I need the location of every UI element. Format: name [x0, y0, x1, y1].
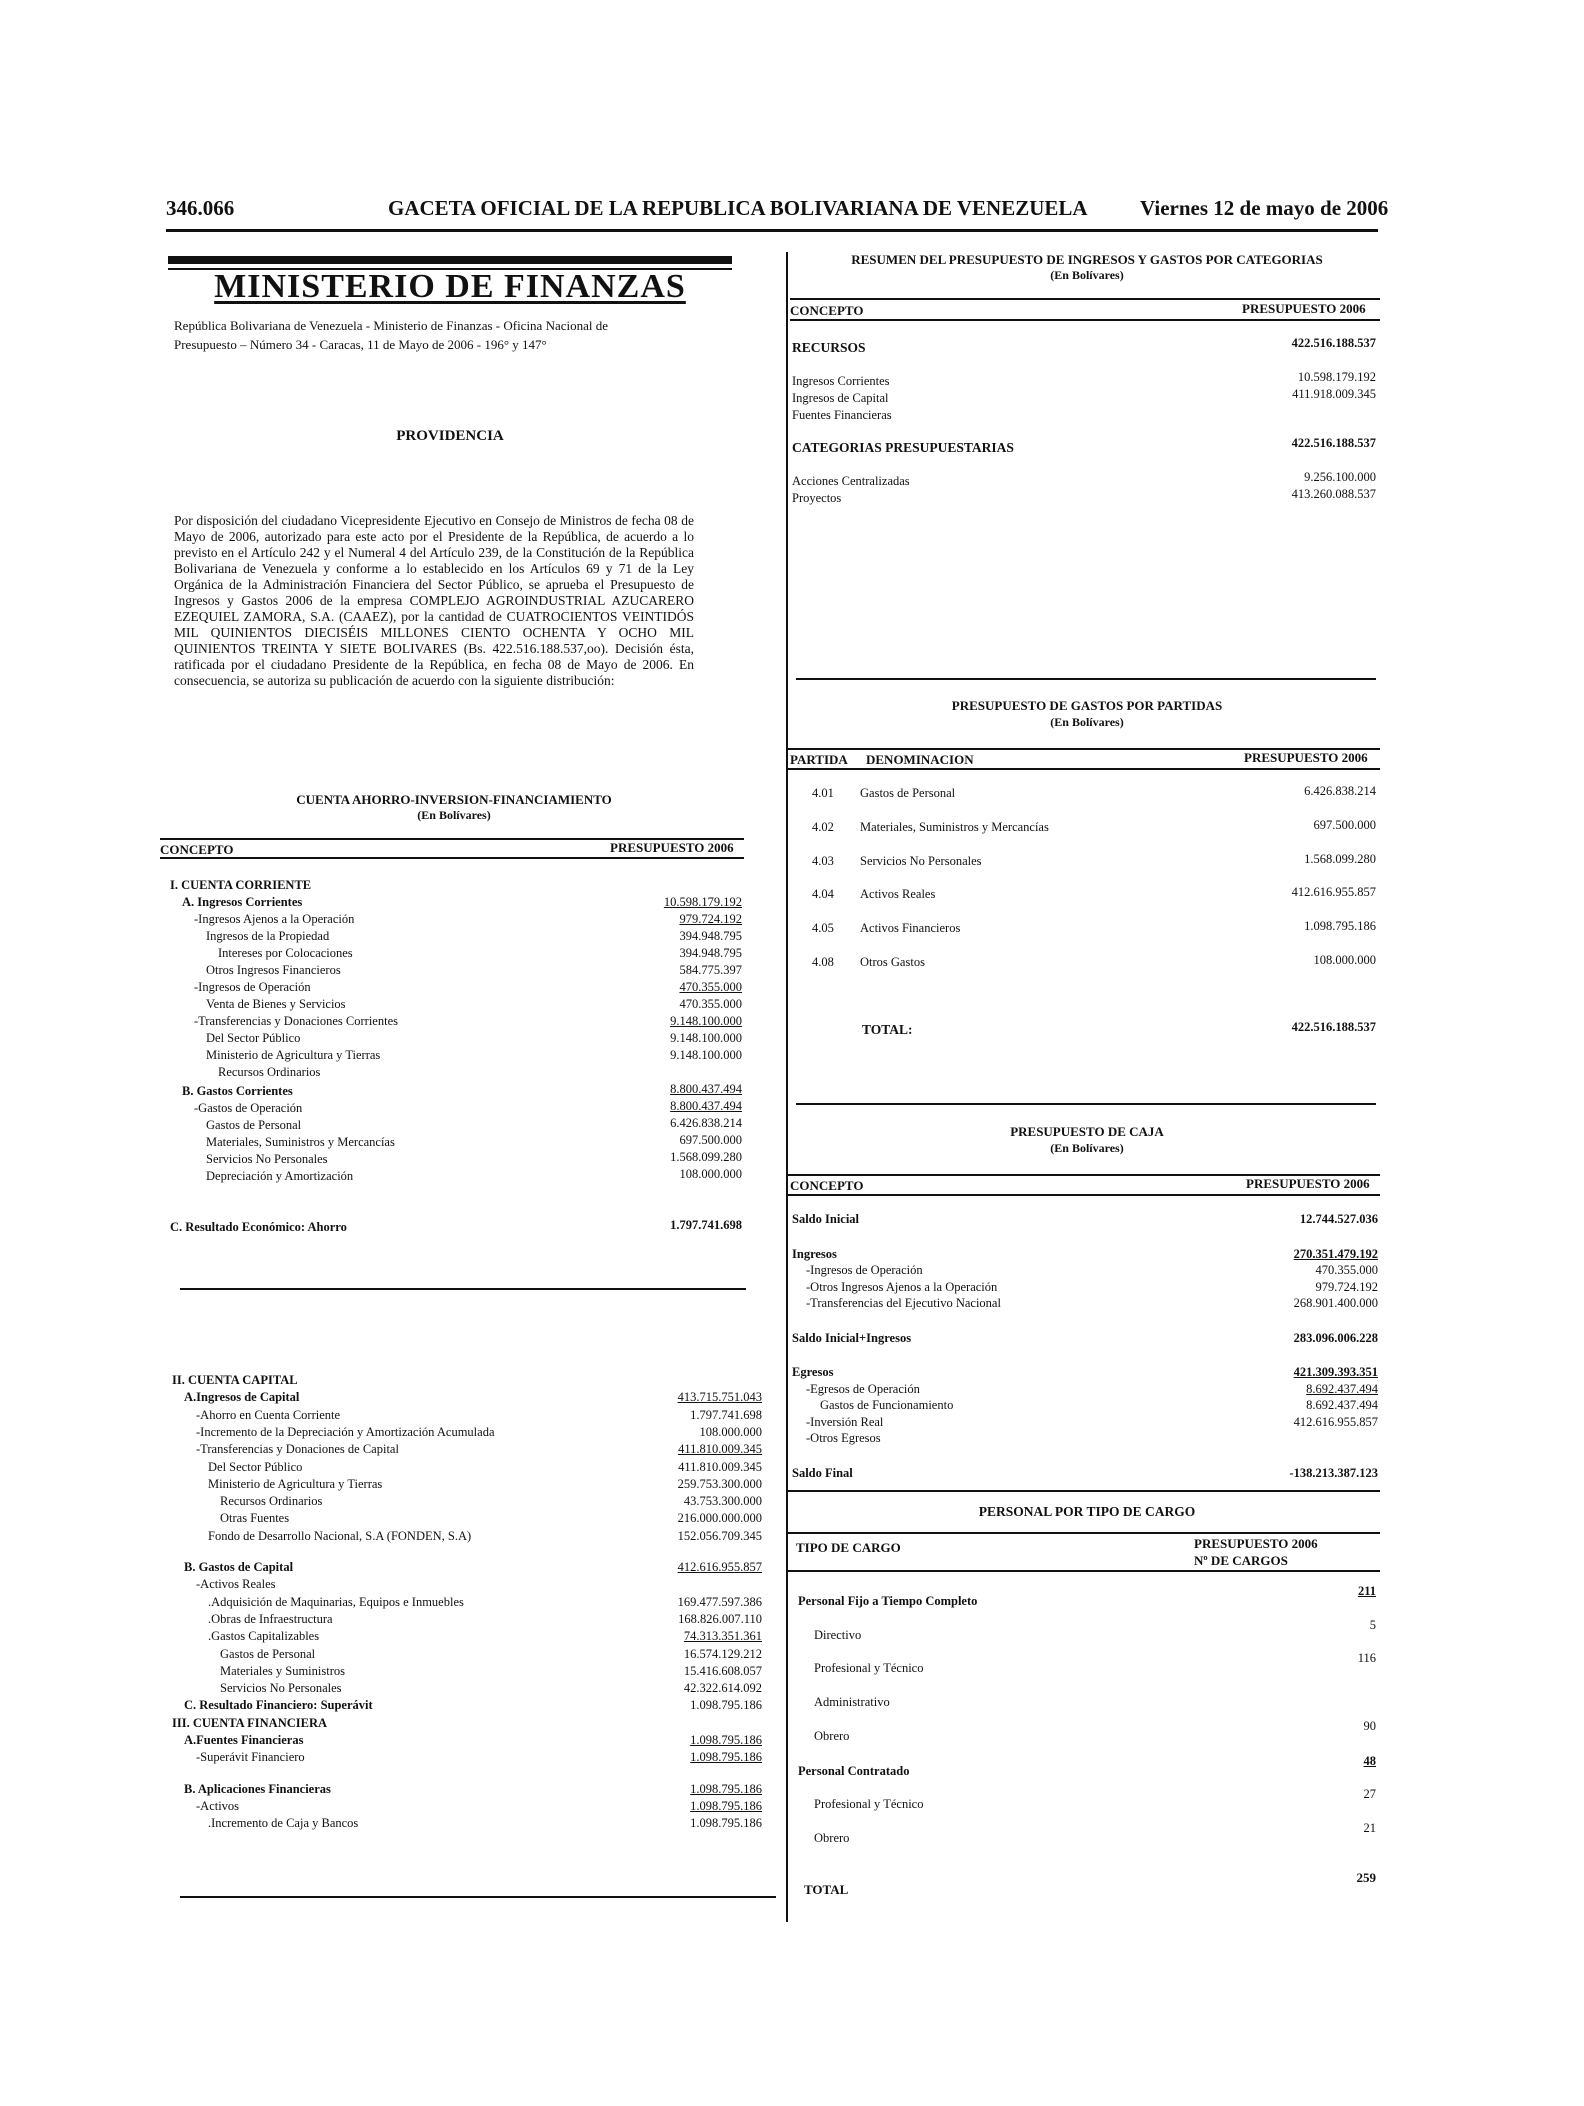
resumen-head-rule-top — [790, 298, 1380, 300]
cuenta-corriente-row-value: 394.948.795 — [679, 946, 742, 960]
cuenta-corriente-row-value: 6.426.838.214 — [670, 1116, 742, 1130]
cuenta-corriente-row-value: 9.148.100.000 — [670, 1048, 742, 1062]
providencia-heading: PROVIDENCIA — [396, 428, 504, 444]
partidas-col-partida: PARTIDA — [790, 752, 848, 767]
caja-row-value: 270.351.479.192 — [1293, 1246, 1378, 1261]
partida-code: 4.01 — [812, 786, 834, 800]
caja-row-label: -Transferencias del Ejecutivo Nacional — [806, 1296, 1001, 1310]
resumen-title: RESUMEN DEL PRESUPUESTO DE INGRESOS Y GASTOS POR CATEGORIAS — [851, 252, 1323, 267]
resumen-row-label: Ingresos de Capital — [792, 391, 889, 405]
personal-head-rule-bottom — [788, 1570, 1380, 1572]
cuenta-corriente-row-value: 10.598.179.192 — [663, 895, 742, 909]
cuenta-corriente-row-label: Depreciación y Amortización — [206, 1169, 354, 1183]
partida-name: Materiales, Suministros y Mercancías — [860, 819, 1049, 834]
cuenta-capital-row-label: Servicios No Personales — [220, 1681, 342, 1696]
personal-row-value: 90 — [1363, 1719, 1376, 1733]
partida-value: 697.500.000 — [1313, 817, 1376, 832]
cuenta-capital-row-label: Gastos de Personal — [220, 1646, 316, 1661]
cuenta-corriente-row-value: 1.797.741.698 — [670, 1218, 742, 1232]
personal-row-label: Personal Contratado — [798, 1764, 910, 1778]
resumen-row-value: 422.516.188.537 — [1291, 336, 1376, 350]
resumen-col-presupuesto: PRESUPUESTO 2006 — [1242, 301, 1366, 316]
resumen-col-concepto: CONCEPTO — [790, 303, 864, 318]
caja-row-value: 421.309.393.351 — [1293, 1365, 1378, 1379]
personal-head-rule-top — [788, 1532, 1380, 1534]
caja-rule-top — [796, 1103, 1376, 1105]
partidas-title: PRESUPUESTO DE GASTOS POR PARTIDAS — [951, 698, 1223, 713]
caja-row-value: -138.213.387.123 — [1289, 1465, 1378, 1480]
publication-title: GACETA OFICIAL DE LA REPUBLICA BOLIVARIANA DE VENEZUELA — [388, 196, 1088, 220]
cuenta-corriente-row-value: 8.800.437.494 — [670, 1082, 742, 1096]
cuenta-corriente-row-label: Intereses por Colocaciones — [218, 946, 353, 960]
personal-col-ncargos: Nº DE CARGOS — [1194, 1553, 1288, 1568]
resumen-row-value: 422.516.188.537 — [1291, 436, 1376, 450]
cuenta-capital-row-value: 411.810.009.345 — [678, 1442, 762, 1457]
resumen-row-value: 411.918.009.345 — [1292, 387, 1376, 401]
cuenta-corriente-row-value: 979.724.192 — [679, 912, 742, 926]
cuenta-capital-row-label: .Incremento de Caja y Bancos — [208, 1816, 359, 1831]
cuenta-corriente-row-value: 108.000.000 — [679, 1167, 742, 1181]
cuenta-capital-row-value: 1.098.795.186 — [690, 1816, 762, 1831]
cuenta-capital-row-value: 1.098.795.186 — [690, 1733, 762, 1747]
partida-name: Gastos de Personal — [860, 786, 956, 800]
cuenta-corriente-row-value: 9.148.100.000 — [670, 1031, 742, 1045]
personal-total-value: 259 — [1356, 1870, 1376, 1885]
caja-row-value: 8.692.437.494 — [1306, 1398, 1378, 1412]
caja-row-label: -Ingresos de Operación — [806, 1263, 923, 1277]
caja-row-value: 12.744.527.036 — [1299, 1212, 1378, 1226]
resumen-row-value: 413.260.088.537 — [1291, 487, 1376, 501]
cuenta-head-rule-bottom — [160, 857, 744, 859]
cuenta-capital-row-label: II. CUENTA CAPITAL — [172, 1373, 298, 1387]
cuenta-capital-row-label: Del Sector Público — [208, 1459, 303, 1474]
cuenta-corriente-row-label: Gastos de Personal — [206, 1118, 302, 1132]
personal-row-value: 116 — [1357, 1651, 1376, 1665]
cuenta-corriente-row-label: Ingresos de la Propiedad — [206, 929, 330, 943]
cuenta-capital-row-value: 1.098.795.186 — [690, 1781, 762, 1796]
personal-row-label: Personal Fijo a Tiempo Completo — [798, 1594, 978, 1608]
cuenta-title: CUENTA AHORRO-INVERSION-FINANCIAMIENTO — [296, 792, 612, 807]
cuenta-capital-row-value: 152.056.709.345 — [677, 1528, 762, 1543]
cuenta-capital-row-value: 108.000.000 — [699, 1424, 762, 1439]
cuenta-corriente-row-label: B. Gastos Corrientes — [182, 1084, 293, 1098]
cuenta-capital-row-value: 259.753.300.000 — [677, 1476, 762, 1491]
cuenta-capital-row-label: Fondo de Desarrollo Nacional, S.A (FONDEN, S.A) — [208, 1528, 472, 1543]
caja-row-value: 470.355.000 — [1315, 1263, 1378, 1277]
cuenta-capital-row-value: 15.416.608.057 — [683, 1663, 762, 1678]
cuenta-capital-row-label: B. Gastos de Capital — [184, 1560, 294, 1574]
cuenta-corriente-row-label: Venta de Bienes y Servicios — [206, 997, 346, 1011]
caja-col-concepto: CONCEPTO — [790, 1178, 864, 1193]
cuenta-capital-row-label: Materiales y Suministros — [220, 1663, 345, 1678]
personal-row-label: Directivo — [814, 1628, 862, 1642]
partida-name: Servicios No Personales — [860, 853, 982, 868]
cuenta-corriente-row-label: -Ingresos Ajenos a la Operación — [194, 912, 355, 926]
caja-row-label: -Inversión Real — [806, 1414, 884, 1429]
personal-row-value: 5 — [1369, 1618, 1376, 1632]
personal-row-value: 48 — [1363, 1754, 1376, 1768]
resumen-row-value: 9.256.100.000 — [1304, 470, 1376, 484]
partida-name: Activos Financieros — [860, 921, 961, 936]
cuenta-capital-row-label: -Incremento de la Depreciación y Amortización Acumulada — [196, 1424, 495, 1439]
partida-code: 4.08 — [812, 955, 834, 969]
providencia-body: Por disposición del ciudadano Vicepresidente Ejecutivo en Consejo de Ministros de fecha 08 de Mayo de 2006, autorizado para este acto por el Presidente de la República, de acuerdo a lo previsto en el Artículo 242 y el Numeral 4 del Artículo 239, de la Constitución de la República Bolivariana de Venezuela y conforme a lo establecido en los Artículos 69 y 71 de la Ley Orgánica de la Administración Financiera del Sector Público, se aprueba el Presupuesto de Ingresos y Gastos 2006 de la empresa COMPLEJO AGROINDUSTRIAL AZUCARERO EZEQUIEL ZAMORA, S.A. (CAAEZ), por la cantidad de CUATROCIENTOS VEINTIDÓS MIL QUINIENTOS DIECISÉIS MILLONES CIENTO OCHENTA Y OCHO MIL QUINIENTOS TREINTA Y SIETE BOLIVARES (Bs. 422.516.188.537,oo). Decisión ésta, ratificada por el ciudadano Presidente de la República, en fecha 08 de Mayo de 2006. En consecuencia, se autoriza su publicación de acuerdo con la siguiente distribución: — [174, 513, 694, 688]
caja-row-label: Ingresos — [792, 1246, 837, 1261]
partidas-col-denominacion: DENOMINACION — [866, 752, 974, 767]
ref-line-2: Presupuesto – Número 34 - Caracas, 11 de Mayo de 2006 - 196° y 147° — [174, 337, 547, 352]
partida-value: 1.098.795.186 — [1304, 919, 1376, 934]
cuenta-capital-row-label: .Adquisición de Maquinarias, Equipos e Inmuebles — [208, 1594, 464, 1609]
publication-date: Viernes 12 de mayo de 2006 — [1140, 196, 1389, 220]
caja-row-label: Gastos de Funcionamiento — [820, 1398, 954, 1412]
caja-title: PRESUPUESTO DE CAJA — [1010, 1124, 1164, 1139]
resumen-row-label: RECURSOS — [792, 340, 866, 355]
header-rule — [166, 229, 1378, 232]
cuenta-capital-row-value: 1.098.795.186 — [690, 1798, 762, 1813]
partida-code: 4.03 — [812, 853, 834, 868]
cuenta-capital-row-label: -Activos — [196, 1798, 240, 1813]
cuenta-corriente-row-label: -Transferencias y Donaciones Corrientes — [194, 1014, 398, 1028]
resumen-row-label: Fuentes Financieras — [792, 408, 892, 422]
cuenta-capital-row-value: 74.313.351.361 — [683, 1629, 762, 1644]
caja-rule-bottom — [788, 1490, 1380, 1492]
caja-row-value: 268.901.400.000 — [1293, 1296, 1378, 1310]
cuenta-corriente-row-label: Ministerio de Agricultura y Tierras — [206, 1048, 381, 1062]
cuenta-corriente-row-value: 8.800.437.494 — [670, 1099, 742, 1113]
resumen-row-value: 10.598.179.192 — [1297, 370, 1376, 384]
cuenta-capital-row-value: 216.000.000.000 — [677, 1511, 762, 1526]
cuenta-capital-row-label: -Transferencias y Donaciones de Capital — [196, 1442, 399, 1457]
cuenta-capital-row-value: 169.477.597.386 — [677, 1594, 762, 1609]
personal-row-value: 211 — [1357, 1584, 1376, 1598]
cuenta-capital-row-label: III. CUENTA FINANCIERA — [172, 1715, 327, 1730]
ministry-title: MINISTERIO DE FINANZAS — [214, 268, 686, 305]
caja-row-value: 283.096.006.228 — [1293, 1330, 1378, 1345]
page-number: 346.066 — [166, 196, 235, 220]
resumen-row-label: Proyectos — [792, 491, 842, 505]
cuenta-corriente-row-label: Servicios No Personales — [206, 1152, 328, 1166]
partidas-total-value: 422.516.188.537 — [1291, 1020, 1376, 1034]
partida-code: 4.02 — [812, 819, 834, 834]
cuenta-corriente-row-value: 470.355.000 — [679, 997, 742, 1011]
personal-title: PERSONAL POR TIPO DE CARGO — [978, 1504, 1196, 1519]
cuenta-corriente-row-label: A. Ingresos Corrientes — [182, 895, 303, 909]
cuenta-capital-row-label: Recursos Ordinarios — [220, 1494, 323, 1509]
personal-row-value: 21 — [1363, 1821, 1376, 1835]
caja-row-label: -Otros Ingresos Ajenos a la Operación — [806, 1279, 998, 1294]
cuenta-capital-row-label: A.Ingresos de Capital — [184, 1390, 300, 1405]
caja-row-label: Egresos — [792, 1365, 834, 1379]
partida-value: 6.426.838.214 — [1304, 784, 1376, 798]
partida-code: 4.04 — [812, 887, 834, 902]
personal-row-label: Profesional y Técnico — [814, 1661, 924, 1675]
partidas-total-label: TOTAL: — [862, 1022, 913, 1037]
caja-row-label: Saldo Final — [792, 1465, 853, 1480]
ministry-rule-top — [168, 256, 732, 264]
cuenta-capital-row-label: B. Aplicaciones Financieras — [184, 1781, 331, 1796]
cuenta-corriente-row-value: 394.948.795 — [679, 929, 742, 943]
cuenta-capital-row-label: Ministerio de Agricultura y Tierras — [208, 1476, 383, 1491]
partida-value: 412.616.955.857 — [1291, 885, 1376, 900]
personal-row-label: Obrero — [814, 1831, 850, 1845]
personal-row-label: Obrero — [814, 1729, 850, 1743]
cuenta-corriente-row-label: -Ingresos de Operación — [194, 980, 311, 994]
cuenta-capital-row-label: -Ahorro en Cuenta Corriente — [196, 1407, 341, 1422]
personal-col-tipo: TIPO DE CARGO — [796, 1540, 901, 1555]
partidas-head-rule-bottom — [788, 768, 1380, 770]
column-divider — [786, 252, 788, 1922]
cuenta-capital-row-value: 1.098.795.186 — [690, 1698, 762, 1713]
caja-subtitle: (En Bolívares) — [1050, 1141, 1124, 1155]
cuenta-capital-rule — [180, 1896, 776, 1898]
partidas-rule-top — [796, 678, 1376, 680]
cuenta-col-concepto: CONCEPTO — [160, 842, 234, 857]
caja-row-value: 8.692.437.494 — [1306, 1381, 1378, 1396]
cuenta-capital-row-value: 1.797.741.698 — [690, 1407, 762, 1422]
cuenta-corriente-row-label: Del Sector Público — [206, 1031, 301, 1045]
personal-row-label: Profesional y Técnico — [814, 1797, 924, 1811]
cuenta-capital-row-value: 42.322.614.092 — [683, 1681, 762, 1696]
partidas-subtitle: (En Bolívares) — [1050, 715, 1124, 729]
personal-total-label: TOTAL — [804, 1882, 849, 1897]
resumen-head-rule-bottom — [790, 319, 1380, 321]
cuenta-corriente-row-label: Otros Ingresos Financieros — [206, 963, 341, 977]
cuenta-capital-row-value: 168.826.007.110 — [678, 1611, 762, 1626]
partida-value: 108.000.000 — [1313, 953, 1376, 967]
partidas-col-presupuesto: PRESUPUESTO 2006 — [1244, 750, 1368, 765]
cuenta-capital-row-label: -Activos Reales — [196, 1577, 276, 1592]
cuenta-corriente-row-label: Recursos Ordinarios — [218, 1065, 321, 1079]
caja-row-label: Saldo Inicial+Ingresos — [792, 1330, 912, 1345]
cuenta-capital-row-value: 1.098.795.186 — [690, 1750, 762, 1765]
resumen-row-label: CATEGORIAS PRESUPUESTARIAS — [792, 440, 1014, 455]
caja-head-rule-bottom — [788, 1194, 1380, 1196]
cuenta-corriente-row-value: 697.500.000 — [679, 1133, 742, 1147]
cuenta-capital-row-value: 413.715.751.043 — [677, 1390, 762, 1405]
cuenta-capital-row-value: 412.616.955.857 — [677, 1560, 762, 1574]
cuenta-corriente-row-label: C. Resultado Económico: Ahorro — [170, 1220, 347, 1234]
partida-name: Otros Gastos — [860, 955, 925, 969]
cuenta-capital-row-label: .Obras de Infraestructura — [208, 1611, 333, 1626]
cuenta-capital-row-value: 16.574.129.212 — [683, 1646, 762, 1661]
cuenta-corriente-row-value: 1.568.099.280 — [670, 1150, 742, 1164]
caja-row-label: -Otros Egresos — [806, 1431, 881, 1445]
personal-row-label: Administrativo — [814, 1695, 890, 1709]
cuenta-corriente-row-value: 470.355.000 — [679, 980, 742, 994]
cuenta-corriente-row-label: -Gastos de Operación — [194, 1101, 303, 1115]
cuenta-capital-row-label: A.Fuentes Financieras — [184, 1733, 304, 1747]
resumen-row-label: Acciones Centralizadas — [792, 474, 910, 488]
cuenta-capital-row-label: Otras Fuentes — [220, 1511, 290, 1526]
partida-name: Activos Reales — [860, 887, 936, 902]
resumen-row-label: Ingresos Corrientes — [792, 374, 890, 388]
caja-row-value: 412.616.955.857 — [1293, 1414, 1378, 1429]
cuenta-col-presupuesto: PRESUPUESTO 2006 — [610, 840, 734, 855]
caja-col-presupuesto: PRESUPUESTO 2006 — [1246, 1176, 1370, 1191]
personal-row-value: 27 — [1363, 1787, 1376, 1801]
partida-code: 4.05 — [812, 921, 834, 936]
cuenta-capital-row-label: C. Resultado Financiero: Superávit — [184, 1698, 373, 1713]
caja-row-label: Saldo Inicial — [792, 1212, 860, 1226]
resumen-subtitle: (En Bolívares) — [1050, 268, 1124, 282]
caja-row-label: -Egresos de Operación — [806, 1381, 920, 1396]
partida-value: 1.568.099.280 — [1304, 851, 1376, 866]
cuenta-capital-row-label: .Gastos Capitalizables — [208, 1629, 320, 1644]
ref-line-1: República Bolivariana de Venezuela - Ministerio de Finanzas - Oficina Nacional de — [174, 318, 609, 333]
personal-col-presupuesto: PRESUPUESTO 2006 — [1194, 1536, 1318, 1551]
cuenta-capital-row-value: 411.810.009.345 — [678, 1459, 762, 1474]
cuenta-corriente-row-label: Materiales, Suministros y Mercancías — [206, 1135, 395, 1149]
cuenta-corriente-row-label: I. CUENTA CORRIENTE — [170, 878, 312, 892]
cuenta-capital-row-value: 43.753.300.000 — [683, 1494, 762, 1509]
caja-row-value: 979.724.192 — [1315, 1279, 1378, 1294]
cuenta-corriente-row-value: 584.775.397 — [679, 963, 742, 977]
cuenta-capital-row-label: -Superávit Financiero — [196, 1750, 305, 1765]
cuenta-subtitle: (En Bolívares) — [417, 808, 491, 822]
cuenta-corriente-row-value: 9.148.100.000 — [670, 1014, 742, 1028]
cuenta-corriente-rule — [180, 1288, 746, 1290]
